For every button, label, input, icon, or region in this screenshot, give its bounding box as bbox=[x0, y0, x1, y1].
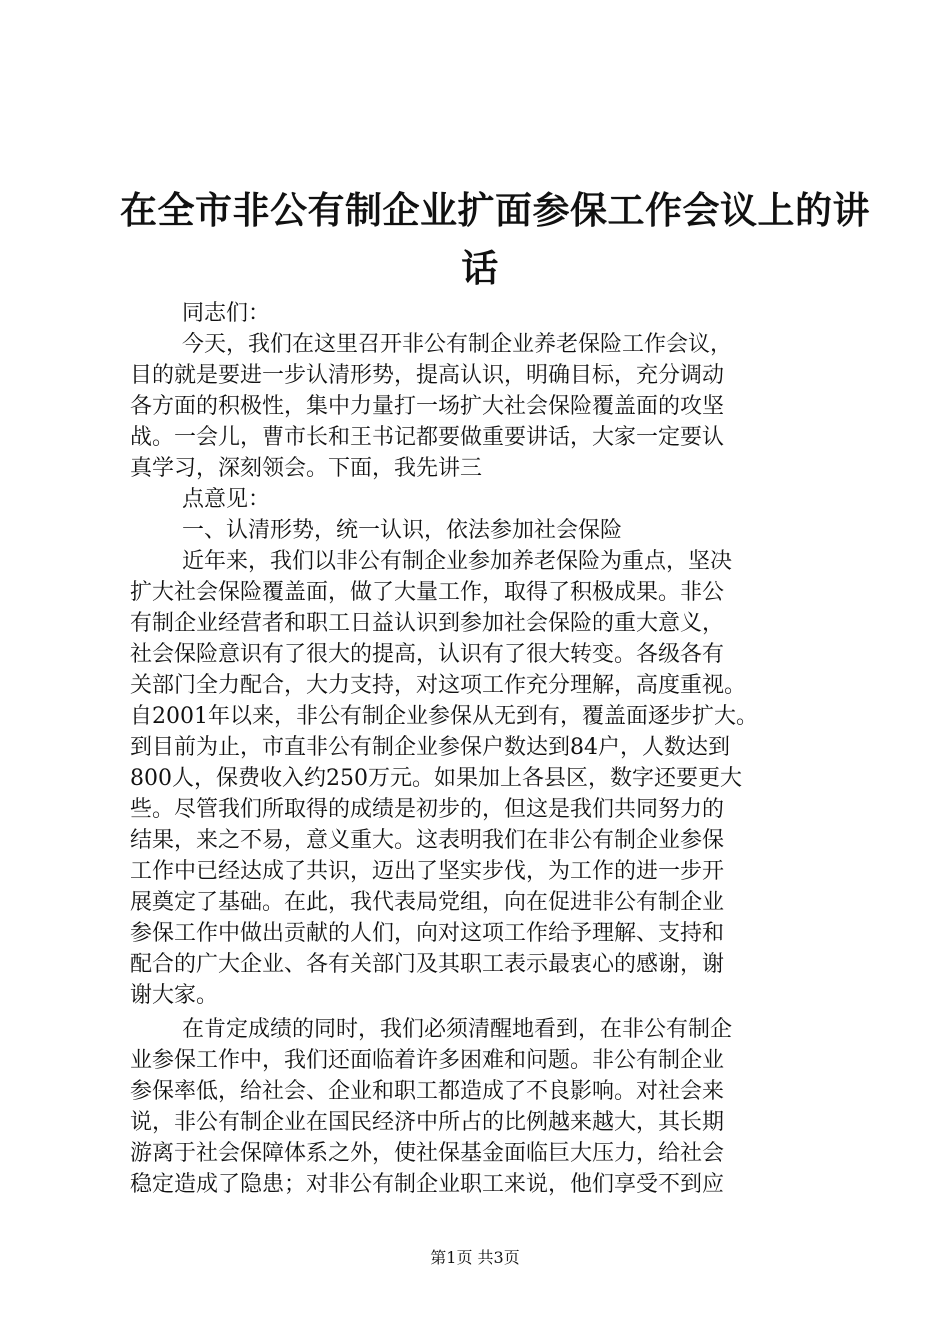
paragraph-line: 各方面的积极性，集中力量打一场扩大社会保险覆盖面的攻坚 bbox=[130, 394, 725, 419]
paragraph-line: 社会保险意识有了很大的提高，认识有了很大转变。各级各有 bbox=[130, 642, 725, 667]
paragraph-line: 参保率低，给社会、企业和职工都造成了不良影响。对社会来 bbox=[130, 1079, 725, 1104]
paragraph-line: 配合的广大企业、各有关部门及其职工表示最衷心的感谢，谢 bbox=[130, 952, 725, 977]
paragraph-line: 到目前为止，市直非公有制企业参保户数达到84户，人数达到 bbox=[130, 735, 730, 760]
paragraph-line: 工作中已经达成了共识，迈出了坚实步伐，为工作的进一步开 bbox=[130, 859, 725, 884]
paragraph-line: 关部门全力配合，大力支持，对这项工作充分理解，高度重视。 bbox=[130, 673, 747, 698]
paragraph-line: 业参保工作中，我们还面临着许多困难和问题。非公有制企业 bbox=[130, 1048, 725, 1073]
paragraph-line: 游离于社会保障体系之外，使社保基金面临巨大压力，给社会 bbox=[130, 1141, 725, 1166]
paragraph-line: 谢大家。 bbox=[130, 983, 219, 1008]
page-number-footer: 第1页 共3页 bbox=[430, 1248, 520, 1267]
paragraph-line: 结果，来之不易，意义重大。这表明我们在非公有制企业参保 bbox=[130, 828, 725, 853]
paragraph-line: 目的就是要进一步认清形势，提高认识，明确目标，充分调动 bbox=[130, 363, 725, 388]
paragraph-line: 有制企业经营者和职工日益认识到参加社会保险的重大意义， bbox=[130, 611, 725, 636]
paragraph-line: 点意见： bbox=[182, 487, 271, 512]
paragraph-line: 战。一会儿，曹市长和王书记都要做重要讲话，大家一定要认 bbox=[130, 425, 725, 450]
paragraph-line: 展奠定了基础。在此，我代表局党组，向在促进非公有制企业 bbox=[130, 890, 725, 915]
paragraph-line: 扩大社会保险覆盖面，做了大量工作，取得了积极成果。非公 bbox=[130, 580, 725, 605]
paragraph-line: 真学习，深刻领会。下面，我先讲三 bbox=[130, 456, 483, 481]
section-heading: 一、认清形势，统一认识，依法参加社会保险 bbox=[182, 518, 623, 543]
paragraph-line: 在肯定成绩的同时，我们必须清醒地看到，在非公有制企 bbox=[182, 1017, 733, 1042]
salutation: 同志们： bbox=[182, 301, 271, 326]
paragraph-line: 些。尽管我们所取得的成绩是初步的，但这是我们共同努力的 bbox=[130, 797, 725, 822]
paragraph-line: 说，非公有制企业在国民经济中所占的比例越来越大，其长期 bbox=[130, 1110, 725, 1135]
paragraph-line: 参保工作中做出贡献的人们，向对这项工作给予理解、支持和 bbox=[130, 921, 725, 946]
document-title-line-2: 话 bbox=[461, 246, 499, 290]
paragraph-line: 稳定造成了隐患；对非公有制企业职工来说，他们享受不到应 bbox=[130, 1172, 725, 1197]
document-title-line-1: 在全市非公有制企业扩面参保工作会议上的讲 bbox=[120, 188, 870, 232]
paragraph-line: 今天，我们在这里召开非公有制企业养老保险工作会议， bbox=[182, 332, 733, 357]
paragraph-line: 自2001年以来，非公有制企业参保从无到有，覆盖面逐步扩大。 bbox=[130, 704, 758, 729]
paragraph-line: 近年来，我们以非公有制企业参加养老保险为重点，坚决 bbox=[182, 549, 733, 574]
paragraph-line: 800人，保费收入约250万元。如果加上各县区，数字还要更大 bbox=[130, 766, 742, 791]
document-body bbox=[130, 298, 830, 1200]
